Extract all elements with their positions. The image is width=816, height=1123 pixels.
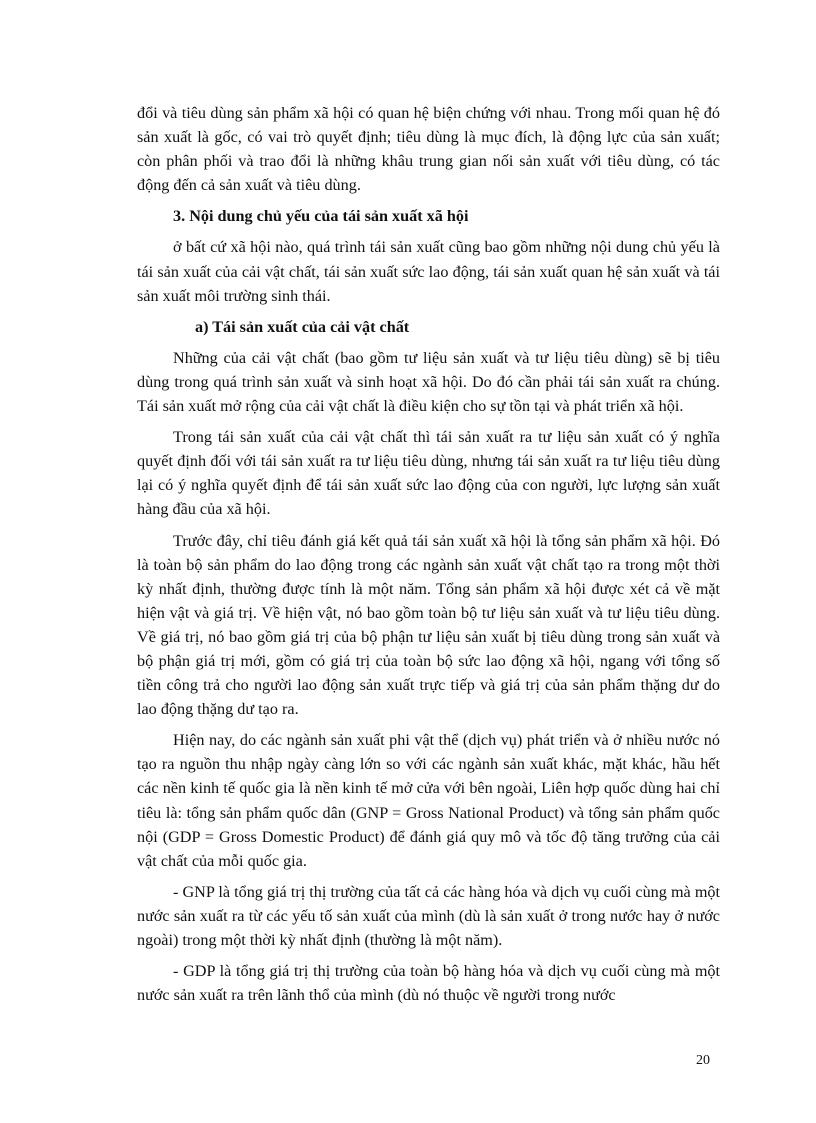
document-page xyxy=(137,101,720,1014)
intro-paragraph: đổi và tiêu dùng sản phẩm xã hội có quan hệ biện chứng với nhau. Trong mối quan hệ đó sản xuất là gốc, có vai trò quyết định; tiêu dùng là mục đích, là động lực của sản xuất; còn phân phối và trao đổi là những khâu trung gian nối sản xuất với tiêu dùng, có tác động đến cả sản xuất và tiêu dùng. xyxy=(137,104,720,195)
body-paragraph: Trước đây, chỉ tiêu đánh giá kết quả tái sản xuất xã hội là tổng sản phẩm xã hội. Đó là toàn bộ sản phẩm do lao động trong các ngành sản xuất vật chất tạo ra trong một thời kỳ nhất định, thường được tính là một năm. Tổng sản phẩm xã hội được xét cả về mặt hiện vật và giá trị. Về hiện vật, nó bao gồm toàn bộ tư liệu sản xuất và tư liệu tiêu dùng. Về giá trị, nó bao gồm giá trị của bộ phận tư liệu sản xuất bị tiêu dùng trong sản xuất và bộ phận giá trị mới, gồm có giá trị của toàn bộ sức lao động xã hội, ngang với tổng số tiền công trả cho người lao động sản xuất trực tiếp và giá trị của sản phẩm thặng dư do lao động thặng dư tạo ra. xyxy=(137,531,720,719)
gnp-definition: - GNP là tổng giá trị thị trường của tất cả các hàng hóa và dịch vụ cuối cùng mà một nước sản xuất ra từ các yếu tố sản xuất của mình (dù là sản xuất ở trong nước hay ở nước ngoài) trong một thời kỳ nhất định (thường là một năm). xyxy=(137,882,720,949)
body-paragraph: Hiện nay, do các ngành sản xuất phi vật thể (dịch vụ) phát triển và ở nhiều nước nó tạo ra nguồn thu nhập ngày càng lớn so với các ngành sản xuất khác, mặt khác, hầu hết các nền kinh tế quốc gia là nền kinh tế mở cửa với bên ngoài, Liên hợp quốc dùng hai chỉ tiêu là: tổng sản phẩm quốc dân (GNP = Gross National Product) và tổng sản phẩm quốc nội (GDP = Gross Domestic Product) để đánh giá quy mô và tốc độ tăng trưởng của cải vật chất của mỗi quốc gia. xyxy=(137,731,720,870)
gdp-definition: - GDP là tổng giá trị thị trường của toàn bộ hàng hóa và dịch vụ cuối cùng mà một nước sản xuất ra trên lãnh thổ của mình (dù nó thuộc về người trong nước xyxy=(137,962,720,1005)
section-paragraph: ở bất cứ xã hội nào, quá trình tái sản xuất cũng bao gồm những nội dung chủ yếu là tái sản xuất của cải vật chất, tái sản xuất sức lao động, tái sản xuất quan hệ sản xuất và tái sản xuất môi trường sinh thái. xyxy=(137,238,720,305)
body-paragraph: Trong tái sản xuất của cải vật chất thì tái sản xuất ra tư liệu sản xuất có ý nghĩa quyết định đối với tái sản xuất ra tư liệu tiêu dùng, nhưng tái sản xuất ra tư liệu tiêu dùng lại có ý nghĩa quyết định để tái sản xuất sức lao động của con người, lực lượng sản xuất hàng đầu của xã hội. xyxy=(137,428,720,519)
body-paragraph: Những của cải vật chất (bao gồm tư liệu sản xuất và tư liệu tiêu dùng) sẽ bị tiêu dùng trong quá trình sản xuất và sinh hoạt xã hội. Do đó cần phải tái sản xuất ra chúng. Tái sản xuất mở rộng của cải vật chất là điều kiện cho sự tồn tại và phát triển xã hội. xyxy=(137,348,720,416)
section-heading: 3. Nội dung chủ yếu của tái sản xuất xã hội xyxy=(173,207,469,226)
subsection-heading: a) Tái sản xuất của cải vật chất xyxy=(195,317,410,336)
page-number: 20 xyxy=(696,1053,710,1068)
